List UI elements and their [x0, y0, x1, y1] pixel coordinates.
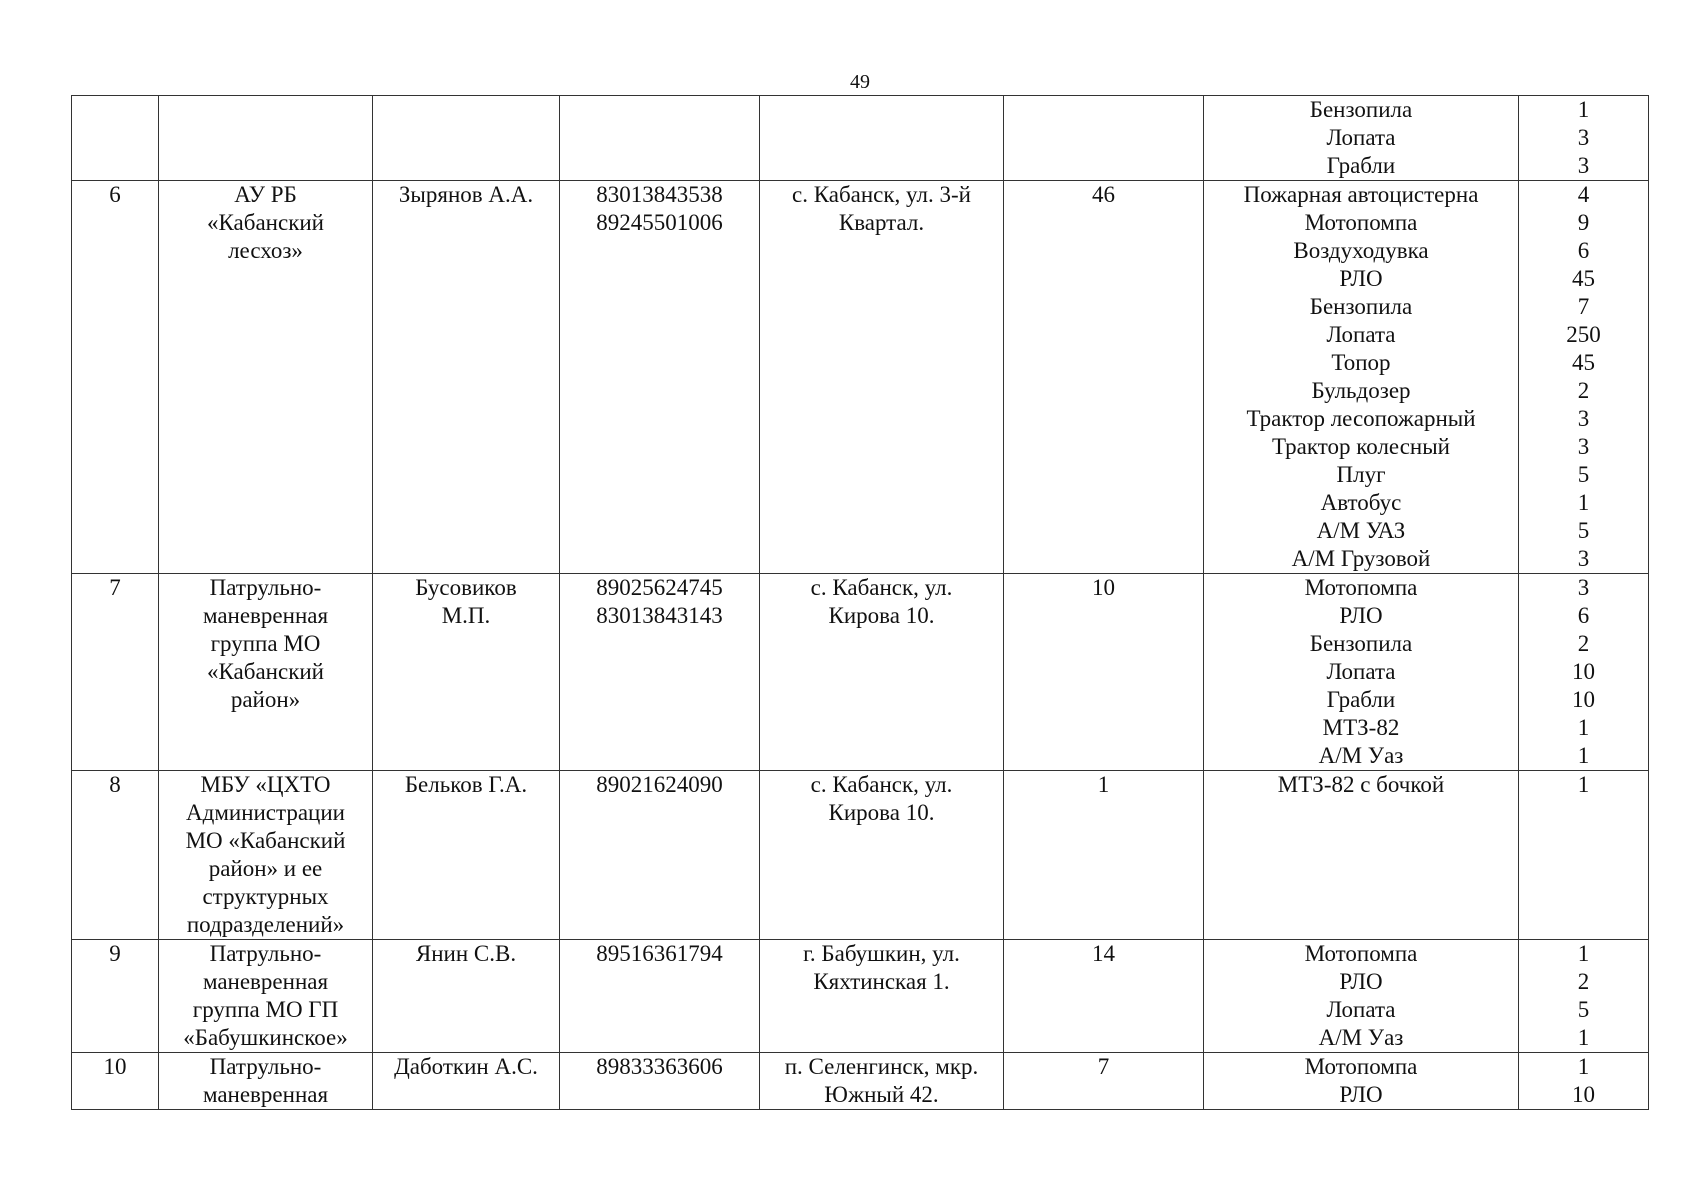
quantity-cell: [1519, 940, 1649, 1053]
equipment-line: Бензопила: [1309, 294, 1413, 319]
responsible-person-line: Даботкин А.С.: [394, 1054, 538, 1079]
address-line: Кирова 10.: [828, 603, 935, 628]
organization-cell: [159, 181, 373, 574]
row-number: [72, 574, 159, 771]
quantity-line: 45: [1572, 350, 1595, 375]
phone-cell: [560, 574, 760, 771]
quantity-line: 5: [1577, 462, 1590, 487]
organization-line: АУ РБ: [234, 182, 297, 207]
quantity-line: 250: [1566, 322, 1601, 347]
organization-line: маневренная: [202, 969, 329, 994]
equipment-line: Лопата: [1326, 322, 1396, 347]
address-cell: [760, 940, 1004, 1053]
row-number-value: 9: [109, 941, 121, 966]
organization-line: подразделений»: [186, 912, 345, 937]
organization-line: Патрульно-: [209, 941, 322, 966]
phone-line: 89021624090: [596, 772, 723, 797]
equipment-line: РЛО: [1339, 1082, 1383, 1107]
table-row: [72, 940, 1649, 1053]
equipment-line: РЛО: [1339, 969, 1383, 994]
organization-line: маневренная: [202, 1082, 329, 1107]
address-line: г. Бабушкин, ул.: [803, 941, 960, 966]
organization-cell: [159, 574, 373, 771]
quantity-line: 1: [1577, 1025, 1590, 1050]
row-number-value: 6: [109, 182, 121, 207]
equipment-cell: [1204, 574, 1519, 771]
phone-cell: [560, 1053, 760, 1110]
equipment-line: Бензопила: [1309, 631, 1413, 656]
responsible-person-line: Бусовиков: [415, 575, 517, 600]
quantity-line: 1: [1577, 97, 1590, 122]
organization-line: группа МО ГП: [192, 997, 339, 1022]
row-number-value: 8: [109, 772, 121, 797]
row-number-value: 10: [103, 1054, 127, 1079]
phone-cell: [560, 771, 760, 940]
equipment-line: Воздуходувка: [1293, 238, 1429, 263]
responsible-person-line: Янин С.В.: [415, 941, 517, 966]
table-row: [72, 574, 1649, 771]
quantity-line: 2: [1577, 969, 1590, 994]
equipment-line: Лопата: [1326, 659, 1396, 684]
address-line: с. Кабанск, ул.: [810, 772, 953, 797]
row-number: [72, 771, 159, 940]
quantity-cell: [1519, 1053, 1649, 1110]
staff-count-cell: [1004, 940, 1204, 1053]
equipment-line: Лопата: [1326, 125, 1396, 150]
staff-count-cell: [1004, 181, 1204, 574]
equipment-line: Мотопомпа: [1304, 1054, 1418, 1079]
responsible-person-cell: [373, 181, 560, 574]
responsible-person-cell: [373, 96, 560, 181]
organization-cell: [159, 96, 373, 181]
quantity-line: 2: [1577, 378, 1590, 403]
organization-line: МБУ «ЦХТО: [200, 772, 331, 797]
address-line: с. Кабанск, ул.: [810, 575, 953, 600]
phone-line: 89516361794: [596, 941, 723, 966]
quantity-line: 1: [1577, 715, 1590, 740]
responsible-person-cell: [373, 574, 560, 771]
phone-cell: [560, 96, 760, 181]
quantity-line: 3: [1577, 575, 1590, 600]
responsible-person-line: Зырянов А.А.: [398, 182, 534, 207]
equipment-line: Бульдозер: [1311, 378, 1411, 403]
equipment-cell: [1204, 181, 1519, 574]
responsible-person-line: Бельков Г.А.: [404, 772, 528, 797]
staff-count-value: 46: [1092, 182, 1115, 207]
row-number-value: 7: [109, 575, 121, 600]
quantity-line: 3: [1577, 546, 1590, 571]
row-number: [72, 96, 159, 181]
address-line: Кяхтинская 1.: [813, 969, 950, 994]
equipment-cell: [1204, 940, 1519, 1053]
responsible-person-cell: [373, 940, 560, 1053]
quantity-line: 3: [1577, 125, 1590, 150]
quantity-line: 10: [1572, 659, 1595, 684]
quantity-cell: [1519, 574, 1649, 771]
equipment-line: Мотопомпа: [1304, 941, 1418, 966]
quantity-line: 7: [1577, 294, 1590, 319]
row-number: [72, 181, 159, 574]
responsible-person-cell: [373, 771, 560, 940]
equipment-cell: [1204, 96, 1519, 181]
table-row: [72, 181, 1649, 574]
organization-cell: [159, 940, 373, 1053]
equipment-line: Пожарная автоцистерна: [1243, 182, 1479, 207]
equipment-line: А/М УАЗ: [1316, 518, 1406, 543]
equipment-line: А/М Грузовой: [1291, 546, 1431, 571]
quantity-line: 10: [1572, 1082, 1595, 1107]
table-row: [72, 771, 1649, 940]
responsible-person-cell: [373, 1053, 560, 1110]
address-line: с. Кабанск, ул. 3-й: [792, 182, 971, 207]
address-line: Южный 42.: [824, 1082, 939, 1107]
quantity-line: 1: [1577, 743, 1590, 768]
equipment-line: Трактор колесный: [1272, 434, 1450, 459]
quantity-line: 9: [1577, 210, 1590, 235]
address-cell: [760, 1053, 1004, 1110]
organization-line: Патрульно-: [209, 575, 322, 600]
equipment-cell: [1204, 1053, 1519, 1110]
quantity-cell: [1519, 96, 1649, 181]
address-line: Квартал.: [838, 210, 925, 235]
equipment-table: [71, 95, 1649, 1110]
quantity-line: 1: [1577, 1054, 1590, 1079]
quantity-line: 3: [1577, 406, 1590, 431]
staff-count-value: 7: [1097, 1054, 1110, 1079]
phone-cell: [560, 940, 760, 1053]
quantity-line: 10: [1572, 687, 1595, 712]
organization-line: «Кабанский: [207, 659, 324, 684]
quantity-line: 3: [1577, 434, 1590, 459]
quantity-line: 1: [1577, 941, 1590, 966]
organization-line: МО «Кабанский: [185, 828, 346, 853]
organization-line: маневренная: [202, 603, 329, 628]
equipment-line: Мотопомпа: [1304, 575, 1418, 600]
equipment-line: Грабли: [1326, 687, 1396, 712]
row-number: [72, 940, 159, 1053]
address-cell: [760, 96, 1004, 181]
table-row: [72, 1053, 1649, 1110]
responsible-person-line: М.П.: [441, 603, 491, 628]
equipment-line: Автобус: [1320, 490, 1402, 515]
address-line: Кирова 10.: [828, 800, 935, 825]
organization-cell: [159, 771, 373, 940]
organization-line: район» и ее: [208, 856, 323, 881]
phone-line: 89245501006: [596, 210, 723, 235]
address-cell: [760, 771, 1004, 940]
phone-cell: [560, 181, 760, 574]
phone-line: 89025624745: [596, 575, 723, 600]
quantity-line: 6: [1577, 603, 1590, 628]
address-line: п. Селенгинск, мкр.: [784, 1054, 979, 1079]
staff-count-value: 10: [1092, 575, 1115, 600]
table-row: [72, 96, 1649, 181]
equipment-line: РЛО: [1339, 603, 1383, 628]
equipment-line: РЛО: [1339, 266, 1383, 291]
quantity-cell: [1519, 181, 1649, 574]
quantity-line: 45: [1572, 266, 1595, 291]
quantity-line: 4: [1577, 182, 1590, 207]
table-body: [72, 96, 1649, 1110]
equipment-line: А/М Уаз: [1318, 743, 1404, 768]
address-cell: [760, 181, 1004, 574]
staff-count-cell: [1004, 771, 1204, 940]
organization-line: район»: [230, 687, 301, 712]
staff-count-cell: [1004, 574, 1204, 771]
phone-line: 83013843538: [596, 182, 723, 207]
equipment-line: Плуг: [1336, 462, 1386, 487]
address-cell: [760, 574, 1004, 771]
equipment-line: Мотопомпа: [1304, 210, 1418, 235]
equipment-cell: [1204, 771, 1519, 940]
equipment-line: Лопата: [1326, 997, 1396, 1022]
organization-line: группа МО: [210, 631, 321, 656]
phone-line: 89833363606: [596, 1054, 723, 1079]
row-number: [72, 1053, 159, 1110]
equipment-line: Бензопила: [1309, 97, 1413, 122]
organization-cell: [159, 1053, 373, 1110]
quantity-line: 6: [1577, 238, 1590, 263]
quantity-cell: [1519, 771, 1649, 940]
organization-line: лесхоз»: [228, 238, 303, 263]
phone-line: 83013843143: [596, 603, 723, 628]
organization-line: «Бабушкинское»: [183, 1025, 348, 1050]
staff-count-value: 14: [1092, 941, 1115, 966]
staff-count-cell: [1004, 96, 1204, 181]
organization-line: Администрации: [186, 800, 345, 825]
organization-line: «Кабанский: [207, 210, 324, 235]
organization-line: структурных: [202, 884, 329, 909]
equipment-line: Трактор лесопожарный: [1246, 406, 1476, 431]
equipment-line: МТЗ-82 с бочкой: [1277, 772, 1445, 797]
organization-line: Патрульно-: [209, 1054, 322, 1079]
quantity-line: 5: [1577, 518, 1590, 543]
equipment-line: Топор: [1331, 350, 1391, 375]
staff-count-cell: [1004, 1053, 1204, 1110]
quantity-line: 2: [1577, 631, 1590, 656]
equipment-line: А/М Уаз: [1318, 1025, 1404, 1050]
quantity-line: 1: [1577, 772, 1590, 797]
equipment-line: МТЗ-82: [1322, 715, 1400, 740]
quantity-line: 5: [1577, 997, 1590, 1022]
page-number: 49: [850, 71, 870, 93]
quantity-line: 3: [1577, 153, 1590, 178]
equipment-line: Грабли: [1326, 153, 1396, 178]
quantity-line: 1: [1577, 490, 1590, 515]
staff-count-value: 1: [1097, 772, 1110, 797]
